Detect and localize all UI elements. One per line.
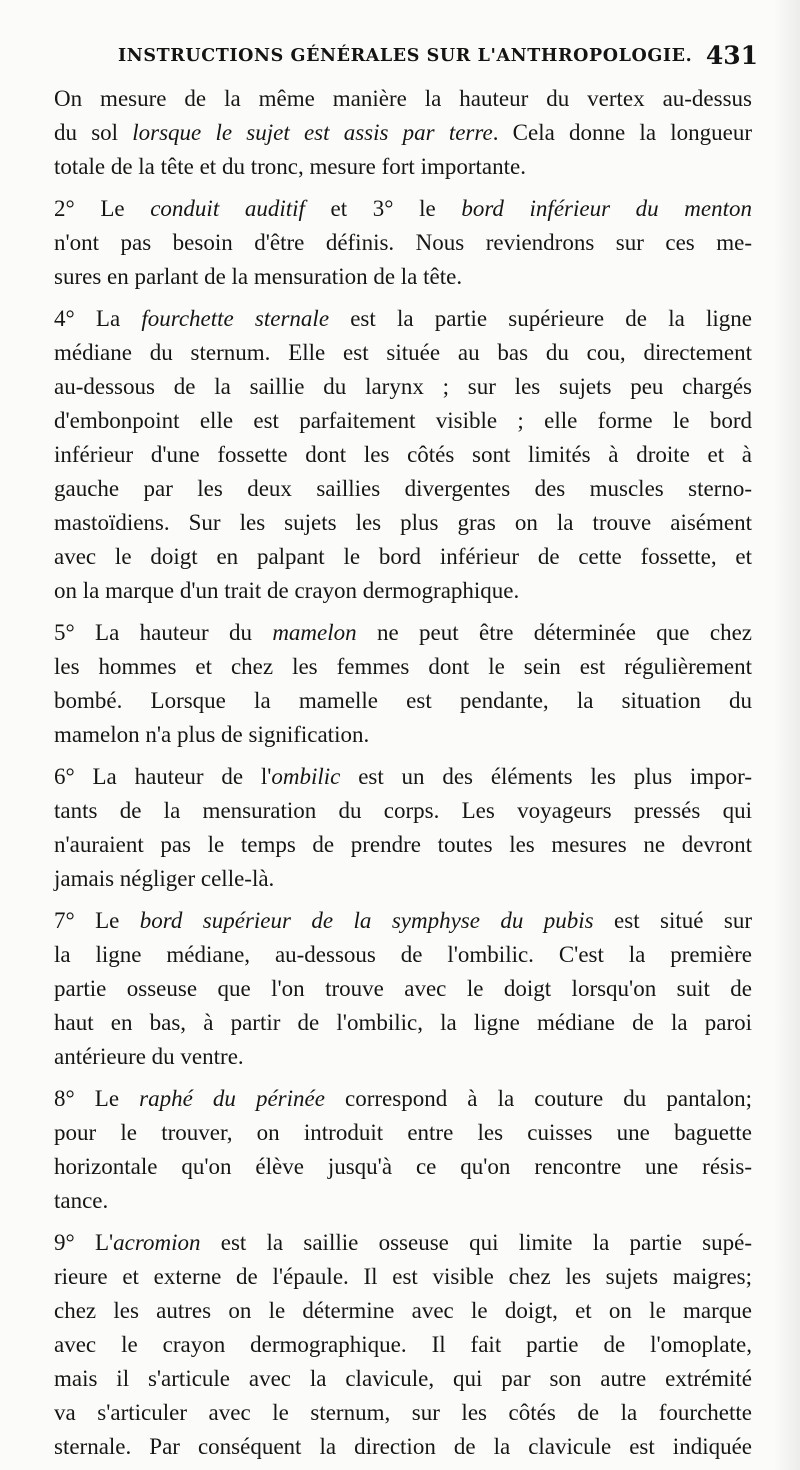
text-line [54, 1294, 752, 1328]
text-run: avec le doigt en palpant le bord inférieur de cette fossette, et [54, 544, 752, 569]
text-run: avec le crayon dermographique. Il fait partie de l'omoplate, [54, 1332, 752, 1357]
text-line [54, 192, 752, 226]
text-line [54, 506, 752, 540]
text-line [54, 540, 752, 574]
page-number: 431 [705, 41, 758, 70]
text-run: n'auraient pas le temps de prendre toutes les mesures ne devront [54, 832, 752, 857]
text-run: va s'articuler avec le sternum, sur les côtés de la fourchette [54, 1400, 752, 1425]
text-run: n'ont pas besoin d'être définis. Nous reviendrons sur ces me- [54, 230, 752, 255]
italic-term: mamelon [272, 620, 357, 645]
paragraph-gap [54, 294, 752, 302]
paragraph [54, 616, 752, 752]
paragraph [54, 904, 752, 1074]
paragraph-gap [54, 608, 752, 616]
italic-term: lorsque le sujet est assis par terre [132, 120, 493, 145]
text-run: 6° La hauteur de l' [54, 764, 272, 789]
text-run: bombé. Lorsque la mamelle est pendante, la situation du [54, 688, 752, 713]
text-run: 4° La [54, 306, 142, 331]
text-line [54, 794, 752, 828]
italic-term: conduit auditif [150, 196, 305, 221]
text-run: horizontale qu'on élève jusqu'à ce qu'on rencontre une résis- [54, 1154, 752, 1179]
text-line [54, 1260, 752, 1294]
paragraph [54, 1082, 752, 1218]
paragraph [54, 82, 752, 184]
text-line [54, 616, 752, 650]
text-run: est un des éléments les plus impor- [340, 764, 753, 789]
text-run: totale de la tête et du tronc, mesure fort importante. [54, 154, 526, 179]
text-run: les hommes et chez les femmes dont le sein est régulièrement [54, 654, 752, 679]
text-run: est la partie supérieure de la ligne [329, 306, 752, 331]
text-line [54, 336, 752, 370]
italic-term: ombilic [271, 764, 341, 789]
text-run: médiane du sternum. Elle est située au bas du cou, directement [54, 340, 752, 365]
text-run: est situé sur [593, 908, 752, 933]
italic-term: acromion [113, 1230, 201, 1255]
text-run: 9° L' [54, 1230, 114, 1255]
text-run: du sol [54, 120, 133, 145]
text-run: correspond à la couture du pantalon; [324, 1086, 752, 1111]
text-line [54, 472, 752, 506]
running-head [118, 41, 758, 74]
paragraph [54, 192, 752, 294]
text-run: On mesure de la même manière la hauteur du vertex au-dessus [54, 86, 752, 111]
text-line [54, 684, 752, 718]
paragraph [54, 760, 752, 896]
text-run: partie osseuse que l'on trouve avec le doigt lorsqu'on suit de [54, 976, 752, 1001]
text-run: pour le trouver, on introduit entre les cuisses une baguette [54, 1120, 752, 1145]
text-run: ne peut être déterminée que chez [356, 620, 752, 645]
text-run: sternale. Par conséquent la direction de la clavicule est indiquée [54, 1434, 752, 1459]
text-line [54, 226, 752, 260]
text-run: 2° Le [54, 196, 151, 221]
text-line [54, 82, 752, 116]
text-line [54, 904, 752, 938]
text-run: d'embonpoint elle est parfaitement visible ; elle forme le bord [54, 408, 752, 433]
paragraph-gap [54, 752, 752, 760]
text-line [54, 1150, 752, 1184]
text-line [54, 1226, 752, 1260]
text-line [54, 370, 752, 404]
text-line [54, 760, 752, 794]
text-line [54, 1184, 752, 1218]
italic-term: bord supérieur de la symphyse du pubis [139, 908, 594, 933]
text-run: tance. [54, 1188, 109, 1213]
text-line [54, 1328, 752, 1362]
text-line [54, 1430, 752, 1464]
text-line [54, 972, 752, 1006]
text-run: chez les autres on le détermine avec le doigt, et on le marque [54, 1298, 752, 1323]
text-run: rieure et externe de l'épaule. Il est visible chez les sujets maigres; [54, 1264, 752, 1289]
text-line [54, 828, 752, 862]
text-run: haut en bas, à partir de l'ombilic, la ligne médiane de la paroi [54, 1010, 752, 1035]
text-run: inférieur d'une fossette dont les côtés sont limités à droite et à [54, 442, 752, 467]
text-run: mamelon n'a plus de signification. [54, 722, 370, 747]
italic-term: fourchette sternale [141, 306, 330, 331]
text-line [54, 1040, 752, 1074]
text-line [54, 116, 752, 150]
text-run: on la marque d'un trait de crayon dermographique. [54, 578, 520, 603]
text-line [54, 302, 752, 336]
paragraph-gap [54, 1218, 752, 1226]
paragraph [54, 302, 752, 608]
text-run: tants de la mensuration du corps. Les voyageurs pressés qui [54, 798, 752, 823]
text-line [54, 718, 752, 752]
text-run: . Cela donne la longueur [492, 120, 752, 145]
text-run: 8° Le [54, 1086, 140, 1111]
text-run: 7° Le [54, 908, 140, 933]
paragraph-gap [54, 896, 752, 904]
paragraph-gap [54, 184, 752, 192]
text-run: et 3° le [304, 196, 462, 221]
text-line [54, 1362, 752, 1396]
text-run: sures en parlant de la mensuration de la tête. [54, 264, 463, 289]
text-line [54, 862, 752, 896]
text-run: mais il s'articule avec la clavicule, qui par son autre extrémité [54, 1366, 752, 1391]
text-run: est la saillie osseuse qui limite la partie supé- [200, 1230, 752, 1255]
body-text [54, 82, 752, 1464]
text-line [54, 260, 752, 294]
text-line [54, 404, 752, 438]
text-line [54, 1116, 752, 1150]
text-line [54, 1082, 752, 1116]
italic-term: bord inférieur du menton [461, 196, 752, 221]
text-run: gauche par les deux saillies divergentes des muscles sterno- [54, 476, 752, 501]
paragraph-gap [54, 1074, 752, 1082]
text-run: mastoïdiens. Sur les sujets les plus gras on la trouve aisément [54, 510, 752, 535]
text-run: 5° La hauteur du [54, 620, 273, 645]
paragraph [54, 1226, 752, 1464]
text-line [54, 1006, 752, 1040]
text-line [54, 574, 752, 608]
text-run: jamais négliger celle-là. [54, 866, 275, 891]
text-line [54, 1396, 752, 1430]
text-line [54, 650, 752, 684]
running-title: INSTRUCTIONS GÉNÉRALES SUR L'ANTHROPOLOGIE. [118, 46, 693, 66]
text-run: la ligne médiane, au-dessous de l'ombilic. C'est la première [54, 942, 752, 967]
text-line [54, 438, 752, 472]
text-run: antérieure du ventre. [54, 1044, 244, 1069]
text-line [54, 938, 752, 972]
text-run: au-dessous de la saillie du larynx ; sur les sujets peu chargés [54, 374, 752, 399]
italic-term: raphé du périnée [139, 1086, 325, 1111]
text-line [54, 150, 752, 184]
